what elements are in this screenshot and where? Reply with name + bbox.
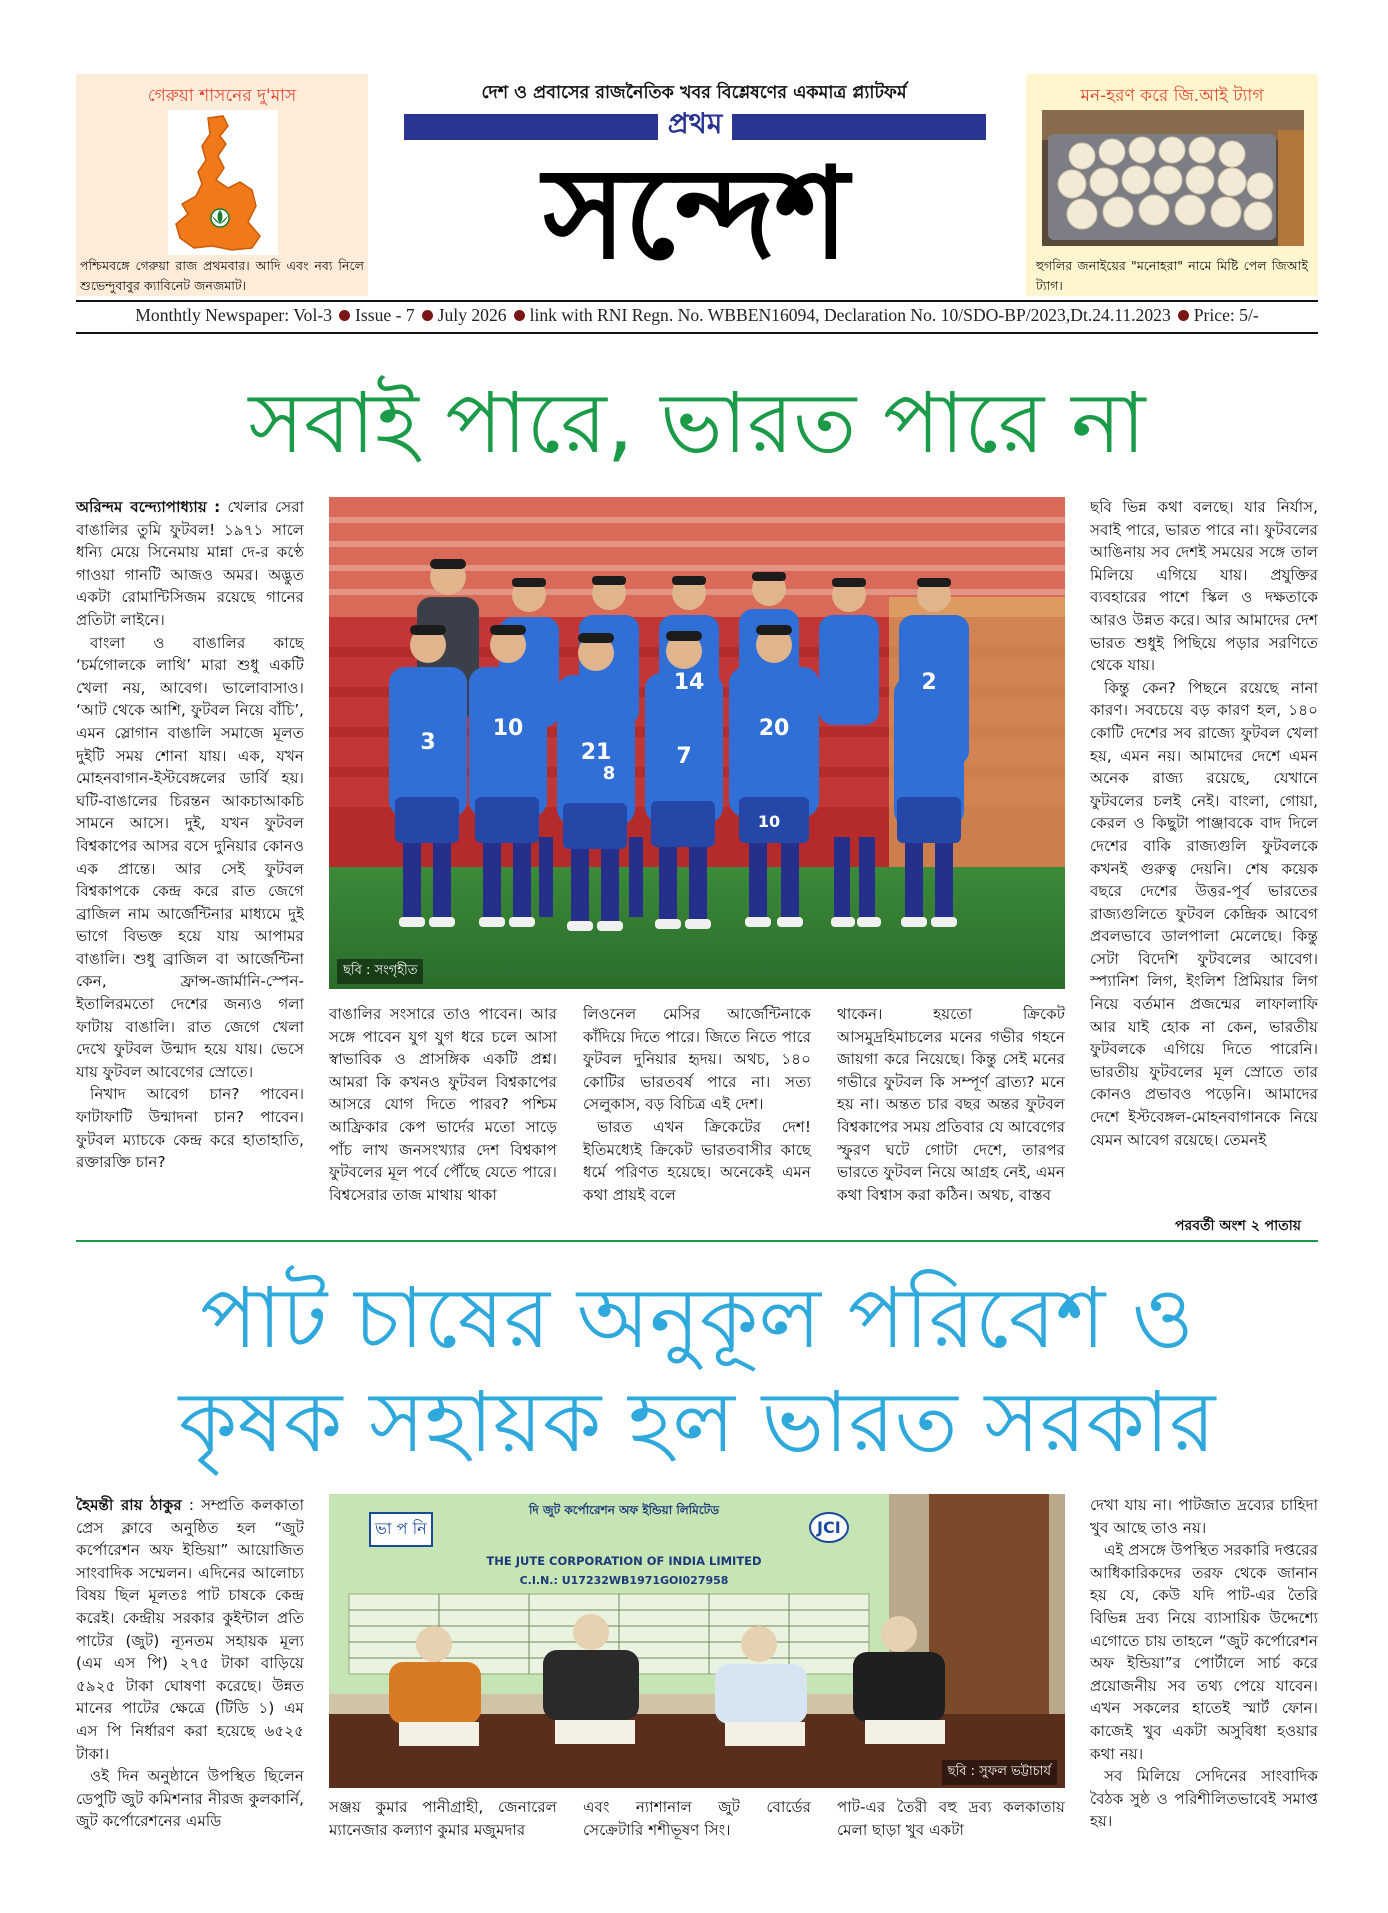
article2-col3-text: এবং ন্যাশানাল জুট বোর্ডের সেক্রেটারি শশীভূষণ সিং। [583,1798,811,1839]
article2-col3 [583,1796,811,1841]
banner-cin: C.I.N.: U17232WB1971GOI027958 [519,1574,729,1587]
banner-logo-right: JCI [809,1512,849,1543]
article1-col5-p1: ছবি ভিন্ন কথা বলছে। যার নির্যাস, সবাই পারে, ভারত পারে না। ফুটবলের আঙিনায় সব দেশই সময়ের সঙ্গে তাল মিলিয়ে এগিয়ে যায়। প্রযুক্তির ব্যবহারের পাশে স্কিল ও দক্ষতাকে আরও উন্নত করে। আর আমাদের দেশ ভারত শুধুই পিছিয়ে পড়ার সরণিতে থেকে যায়। [1090,498,1318,675]
article2-headline-line2: কৃষক সহায়ক হল ভারত সরকার [178,1373,1216,1471]
article2-p2: ওই দিন অনুষ্ঠানে উপস্থিত ছিলেন ডেপুটি জুট কমিশনার নীরজ কুলকার্নি, জুট কর্পোরেশনের এমডি [76,1767,304,1831]
info-issue: Issue - 7 [355,305,415,325]
banner-title-english: THE JUTE CORPORATION OF INDIA LIMITED [486,1554,762,1568]
banner-logo-left: ভা প নি [369,1512,433,1547]
jersey-number: 10 [757,812,781,831]
article2-col2 [329,1796,557,1841]
article1-team-photo [329,497,1065,989]
jersey-number: 10 [492,716,524,741]
article2-author: হৈমন্তী রায় ঠাকুর [76,1496,182,1514]
article1-col3-p1: লিওনেল মেসির আর্জেন্টিনাকে কাঁদিয়ে দিতে পারে। জিতে নিতে পারে ফুটবল দুনিয়ার হৃদয়। অথচ, ১৪০ কোটির ভারতবর্ষ পারে না। সত্য সেলুকাস, বড় বিচিত্র এই দেশ। [583,1005,811,1114]
masthead-title: সন্দেশ [543,139,847,287]
article2-photo-credit: ছবি : সুফল ভট্টাচার্য [942,1760,1057,1785]
jersey-number: 8 [602,763,616,784]
left-feature-caption: পশ্চিমবঙ্গে গেরুয়া রাজ প্রথমবার। আদি এবং নব্য নিলে শুভেন্দুবাবুর ক্যাবিনেট জনজমাট। [80,258,364,293]
article2-headline-line1: পাট চাষের অনুকূল পরিবেশ ও [200,1269,1194,1367]
article2-col2-text: সঞ্জয় কুমার পানীগ্রাহী, জেনারেল ম্যানেজার কল্যাণ কুমার মজুমদার [329,1798,557,1839]
article1-col5 [1090,496,1318,1151]
right-feature-title: মন-হরণ করে জি.আই ট্যাগ [1080,86,1264,106]
article2-col5-p2: এই প্রসঙ্গে উপস্থিত সরকারি দপ্তরের আধিকারিকদের তরফ থেকে জানান হয় যে, কেউ যদি পাট-এর তৈরি বিভিন্ন দ্রব্য নিয়ে ব্যাসায়িক উদ্দেশ্যে এগোতে চায় তাহলে “জুট কর্পোরেশন অফ ইন্ডিয়া”র পোর্টালে সার্চ করে প্রয়োজনীয় সব তথ্য পেয়ে যাবেন। এখন সকলের হাতেই স্মার্ট ফোন। কাজেই খুব একটা অসুবিধা হওয়ার কথা নয়। [1090,1541,1318,1763]
article1-author: অরিন্দম বন্দ্যোপাধ্যায় [76,498,207,516]
article2-col5 [1090,1494,1318,1833]
article1-col1-text1: খেলার সেরা বাঙালির তুমি ফুটবল! ১৯৭১ সালে ধন্যি মেয়ে সিনেমায় মান্না দে-র কণ্ঠে গাওয়া গানটি আজও অমর। অদ্ভুত একটা রোমান্টিসিজম রয়েছে গানের প্রতিটা লাইনে। [76,498,304,629]
article1-col1 [76,496,304,1174]
jersey-number: 3 [420,730,436,755]
article1-col3 [583,1003,811,1206]
jersey-number: 7 [676,744,692,769]
publication-info-line [76,305,1318,326]
jersey-number: 2 [921,670,937,695]
article1-continued-label[interactable]: পরবর্তী অংশ ২ পাতায় [1175,1218,1302,1234]
article1-col4-text: থাকেন। হয়তো ক্রিকেট আসমুদ্রহিমাচলের মনের গভীর গহনে জায়গা করে নিয়েছে। কিন্তু সেই মনের গভীরে ফুটবল কি সম্পূর্ণ ব্রাত্য? মনে হয় না। অন্তত চার বছর অন্তর ফুটবল বিশ্বকাপের সময় প্রতিবার যে আবেগের স্ফুরণ ঘটে গোটা দেশে, তারপর ভারতে ফুটবল নিয়ে আগ্রহ নেই, এমন কথা বিশ্বাস করা কঠিন। অথচ, বাস্তব [837,1005,1065,1204]
left-feature-box[interactable] [76,74,368,296]
article1-p2: বাংলা ও বাঙালির কাছে ‘চর্মগোলকে লাথি’ মারা শুধু একটি খেলা নয়, আবেগ। ভালোবাসাও। ‘আট থেকে আশি, ফুটবল নিয়ে বাঁচি’, এমন স্লোগান বাঙালি সমাজে মূলত দুইটি সময় শোনা যায়। এক, যখন মোহনবাগান-ইস্টবেঙ্গলের ডার্বি হয়। ঘটি-বাঙালের চিরন্তন আকচাআকচি সামনে আসে। দুই, যখন ফুটবল বিশ্বকাপের আসর বসে দুনিয়ার কোনও এক প্রান্তে। আর সেই ফুটবল বিশ্বকাপকে কেন্দ্র করে রাত জেগে ব্রাজিল নাম আর্জেন্টিনার মাধ্যমে দুই ভাগে বিভক্ত হয়ে যায় আপামর বাঙালি। শুধু ব্রাজিল বা আর্জেন্টিনা কেন, ফ্রান্স-জার্মানি-স্পেন-ইতালিরমতো দেশের জন্যও গলা ফাটায় বাঙালি। রাত জেগে খেলা দেখে ফুটবল উন্মাদ হয়ে যায়। ভেসে যায় ফুটবল আবেগের স্রোতে। [76,633,304,1081]
bullet-icon [514,310,525,321]
article2-col5-p1: দেখা যায় না। পাটজাত দ্রব্যের চাহিদা খুব আছে তাও নয়। [1090,1496,1318,1537]
article2-col1-text1: : সম্প্রতি কলকাতা প্রেস ক্লাবে অনুষ্ঠিত হল “জুট কর্পোরেশন অফ ইন্ডিয়া” আয়োজিত সাংবাদিক সম্মেলন। এদিনের আলোচ্য বিষয় ছিল মূলতঃ পাট চাষকে কেন্দ্র করেই। কেন্দ্রীয় সরকার কুইন্টাল প্রতি পাটের (জুট) ন্যূনতম সহায়ক মূল্য (এম এস পি) ২৭৫ টাকা বাড়িয়ে ৫৯২৫ টাকা ঘোষণা করেছে। উন্নত মানের পাটের ক্ষেত্রে (টিডি ১) এম এস পি নির্ধারণ করা হয়েছে ৬৫২৫ টাকা। [76,1496,304,1763]
header-rule-top [76,300,1318,302]
article2-col5-p3: সব মিলিয়ে সেদিনের সাংবাদিক বৈঠক সুষ্ঠ ও পরিশীলিতভাবেই সমাপ্ত হয়। [1090,1767,1318,1831]
info-date: July 2026 [437,305,507,325]
left-feature-title: গেরুয়া শাসনের দু'মাস [147,86,297,106]
info-price: Price: 5/- [1193,305,1259,325]
section-divider [76,1240,1318,1242]
article1-col2 [329,1003,557,1206]
bullet-icon [422,310,433,321]
right-feature-caption: হুগলির জনাইয়ের "মনোহরা" নামে মিষ্টি পেল জিআই ট্যাগ। [1036,258,1308,293]
article2-p1 [76,1494,304,1765]
right-feature-box[interactable] [1026,74,1318,296]
jersey-number: 20 [758,716,790,741]
article1-p3: নিখাদ আবেগ চান? পাবেন। ফাটাফাটি উন্মাদনা চান? পাবেন। ফুটবল ম্যাচকে কেন্দ্র করে হাতাহাতি, রক্তারক্তি চান? [76,1085,304,1172]
manohara-sweets-image [1042,110,1304,246]
article1-headline: সবাই পারে, ভারত পারে না [248,374,1146,472]
article1-col4 [837,1003,1065,1206]
press-conference-image [329,1494,1065,1788]
article1-p1: অরিন্দম বন্দ্যোপাধ্যায় : খেলার সেরা বাঙালির তুমি ফুটবল! ১৯৭১ সালে ধন্যি মেয়ে সিনেমায় মান্না দে-র কণ্ঠে গাওয়া গানটি আজও অমর। অদ্ভুত একটা রোমান্টিসিজম রয়েছে গানের প্রতিটা লাইনে। [76,498,304,629]
article2-col4-text: পাট-এর তৈরী বহু দ্রব্য কলকাতায় মেলা ছাড়া খুব একটা [837,1798,1065,1839]
article2-col4 [837,1796,1065,1841]
info-registration: link with RNI Regn. No. WBBEN16094, Declaration No. 10/SDO-BP/2023,Dt.24.11.2023 [529,305,1171,325]
masthead-pratham-text: প্রথম [658,107,733,140]
header-rule-bottom [76,332,1318,334]
tagline: দেশ ও প্রবাসের রাজনৈতিক খবর বিশ্লেষণের একমাত্র প্ল্যাটফর্ম [481,83,907,103]
article2-press-photo [329,1494,1065,1788]
west-bengal-map-image [168,110,278,255]
article2-col1 [76,1494,304,1833]
bullet-icon [339,310,350,321]
jersey-number: 14 [673,670,705,695]
bullet-icon [1178,310,1189,321]
jersey-number: 21 [580,740,612,765]
article1-col2-text: বাঙালির সংসারে তাও পাবেন। আর সঙ্গে পাবেন যুগ যুগ ধরে চলে আসা স্বাভাবিক ও প্রাসঙ্গিক একটি প্রশ্ন। আমরা কি কখনও ফুটবল বিশ্বকাপের আসরে যোগ দিতে পারব? পশ্চিম আফ্রিকার কেপ ভার্দের মতো সাড়ে পাঁচ লাখ জনসংখ্যার দেশ বিশ্বকাপ ফুটবলের মূল পর্বে পৌঁছে যেতে পারে। বিশ্বসেরার তাজ মাথায় থাকা [329,1005,557,1204]
article1-col3-p2: ভারত এখন ক্রিকেটের দেশ! ইতিমধ্যেই ক্রিকেট ভারতবাসীর কাছে ধর্মে পরিণত হয়েছে। অনেকেই এমন কথা প্রায়ই বলে [583,1117,811,1204]
india-football-team-image [329,497,1065,989]
article1-col5-p2: কিন্তু কেন? পিছনে রয়েছে নানা কারণ। সবচেয়ে বড় কারণ হল, ১৪০ কোটি দেশের সব রাজ্যে ফুটবল খেলা হয়, এমন নয়। আমাদের দেশে এমন অনেক রাজ্য রয়েছে, যেখানে ফুটবলের চলই নেই। বাংলা, গোয়া, কেরল ও কিছুটা পাঞ্জাবকে বাদ দিলে দেশের বাকি রাজ্যগুলি ফুটবলকে কখনই গুরুত্ব দেয়নি। শেষ কয়েক বছরে দেশের উত্তর-পূর্ব ভারতের রাজ্যগুলিতে ফুটবল কেন্দ্রিক আবেগ প্রবলভাবে ডালপালা মেলেছে। কিন্তু সেটা বিদেশি ফুটবলের আবেগ। স্প্যানিশ লিগ, ইংলিশ প্রিমিয়ার লিগ নিয়ে বর্তমান প্রজন্মের লাফালাফি আর যাই হোক না কেন, ভারতীয় ফুটবলকে এগিয়ে দিতে পারেনি। ভারতীয় ফুটবলের মূল স্রোতে তার কোনও প্রভাবও পড়েনি। আমাদের দেশে ইস্টবেঙ্গল-মোহনবাগানকে নিয়ে যেমন আবেগ রয়েছে। তেমনই [1090,678,1318,1149]
info-volume: Monthtly Newspaper: Vol-3 [135,305,333,325]
article1-photo-credit: ছবি : সংগৃহীত [337,959,423,984]
banner-title-bengali: দি জুট কর্পোরেশন অফ ইন্ডিয়া লিমিটেড [528,1503,720,1517]
